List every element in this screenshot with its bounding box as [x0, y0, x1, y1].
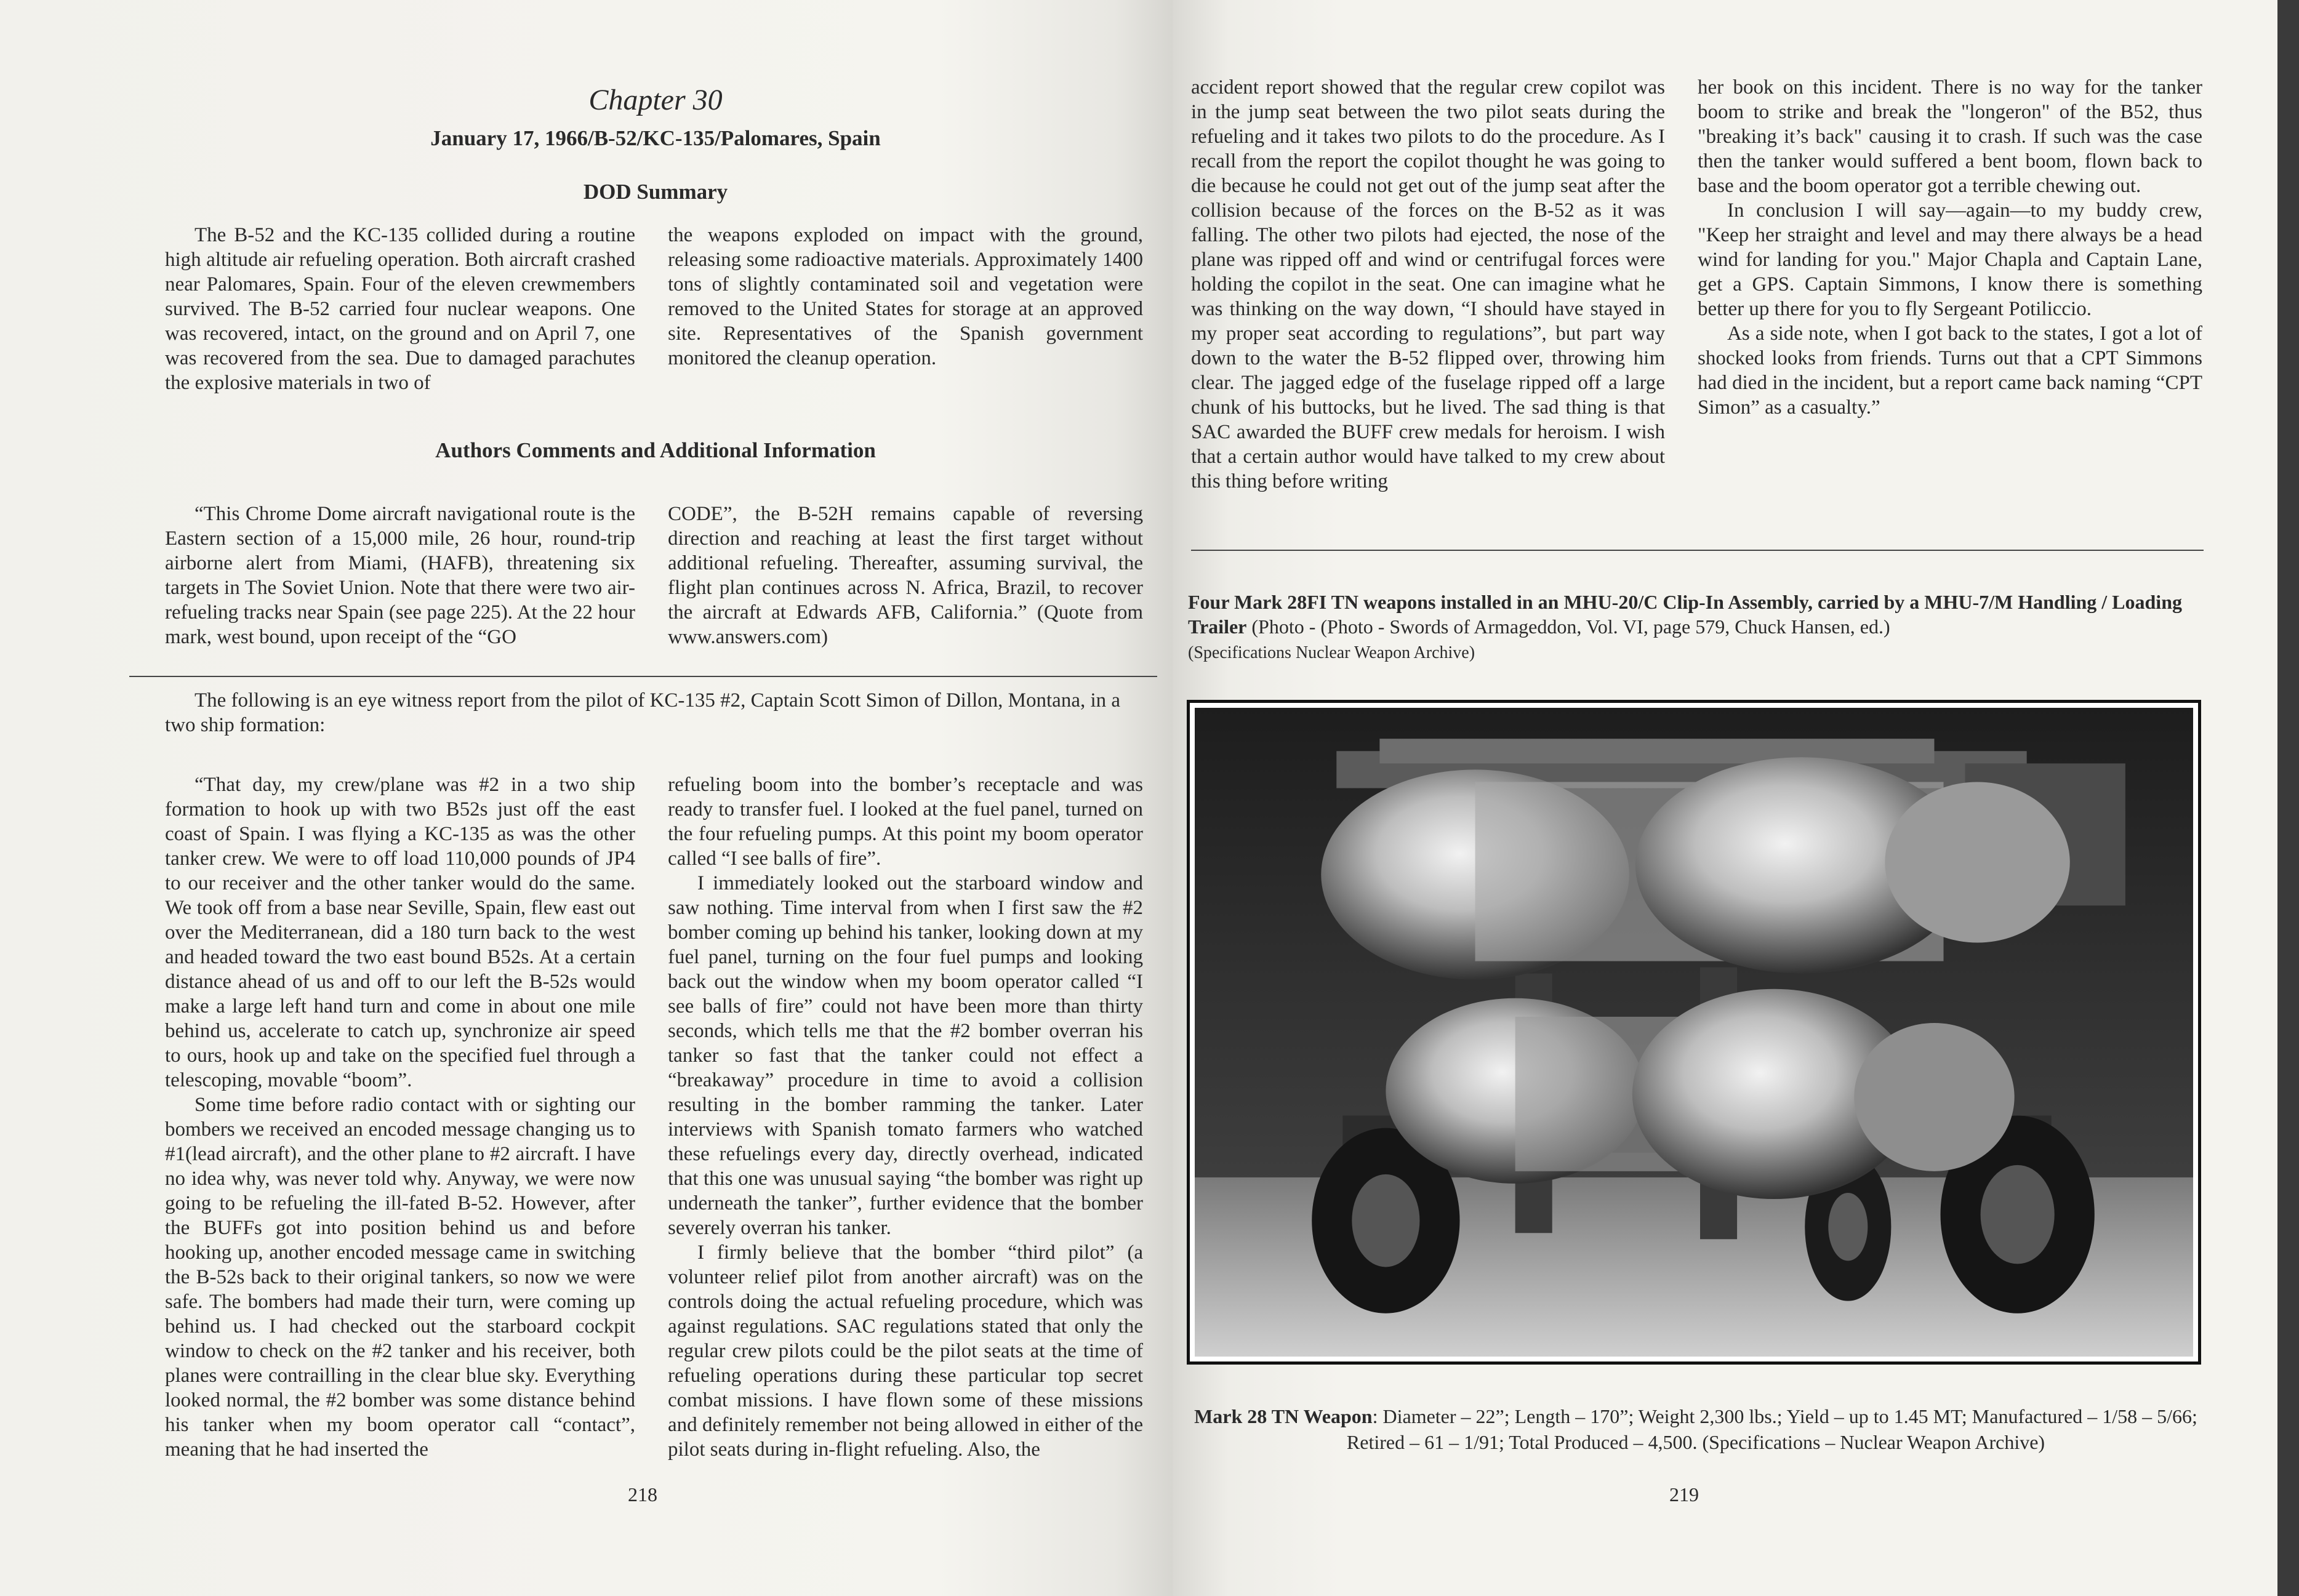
eyewitness-intro: The following is an eye witness report from the pilot of KC-135 #2, Captain Scott Simon of Dillon, Montana, in a two ship formation: — [165, 689, 1121, 736]
authors-column-2: CODE”, the B-52H remains capable of reversing direction and reaching at least the first target without additional refueling. Thereafter, assuming survival, the flight plan continues across N. Africa, Brazil, to recover the aircraft at Edwards AFB, California.” (Quote from www.answers.com) — [668, 503, 1143, 648]
scan-edge — [2277, 0, 2299, 1596]
caption-top-source: (Photo - (Photo - Swords of Armageddon, Vol. VI, page 579, Chuck Hansen, ed.) — [1246, 616, 1890, 638]
authors-comments-heading: Authors Comments and Additional Information — [435, 438, 876, 462]
caption-bottom-bold: Mark 28 TN Weapon — [1194, 1405, 1373, 1427]
section-divider — [1191, 550, 2204, 551]
right-column-2 — [1698, 75, 2202, 420]
story-column-2 — [668, 772, 1143, 1462]
story-paragraph: Some time before radio contact with or sighting our bombers we received an encoded message changing us to #1(lead aircraft), and the other plane to #2 aircraft. I have no idea why, was never told why. Anyway, we were now going to be refueling the ill-fated B-52. However, after the BUFFs got into position behind us and before hooking up, another encoded message came in switching the B-52s back to their original tankers, so now we were safe. The bombers had made their turn, were coming up behind us. I had checked out the starboard cockpit window to check on the #2 tanker and his receiver, both planes were contrailling in the clear blue sky. Everything looked normal, the #2 bomber was some distance behind his tanker when my boom operator call “contact”, meaning that he had inserted the — [165, 1094, 635, 1461]
right-paragraph: In conclusion I will say—again—to my buddy crew, "Keep her straight and level and may there always be a head wind for landing for you." Major Chapla and Captain Lane, get a GPS. Captain Simmons, I know there is something better up there for you to fly Sergeant Potiliccio. — [1698, 199, 2202, 320]
photo-caption-bottom — [1188, 1403, 2204, 1455]
authors-column-1: “This Chrome Dome aircraft navigational route is the Eastern section of a 15,000 mile, 26 hour, round-trip airborne alert from Miami, (HAFB), threatening six targets in The Soviet Union. Note that there were two air-refueling tracks near Spain (see page 225). At the 22 hour mark, west bound, upon receipt of the “GO — [165, 503, 635, 648]
chapter-title: Chapter 30 — [588, 84, 723, 116]
right-paragraph: As a side note, when I got back to the states, I got a lot of shocked looks from friends. Turns out that a CPT Simmons had died in the incident, but a report came back naming “CPT Simon” as a casualty.” — [1698, 323, 2202, 419]
page-number-right: 219 — [1669, 1483, 1699, 1506]
chapter-subtitle: January 17, 1966/B-52/KC-135/Palomares, Spain — [430, 126, 881, 150]
story-paragraph: I firmly believe that the bomber “third pilot” (a volunteer relief pilot from another aircraft) was on the controls doing the actual refueling procedure, which was against regulations. SAC regulations stated that only the regular crew pilots could be the pilot seats at the time of refueling operations during these particular top secret combat missions. I have flown some of these missions and definitely remember not being allowed in either of the pilot seats during in-flight refueling. Also, the — [668, 1241, 1143, 1461]
story-paragraph: refueling boom into the bomber’s receptacle and was ready to transfer fuel. I looked at the fuel panel, turned on the four refueling pumps. At this point my boom operator called “I see balls of fire”. — [668, 774, 1143, 870]
summary-heading: DOD Summary — [583, 180, 728, 204]
page-number-left: 218 — [628, 1483, 657, 1506]
summary-column-1: The B-52 and the KC-135 collided during a routine high altitude air refueling operation. Both aircraft crashed near Palomares, Spain. Four of the eleven crewmembers survived. The B-52 carried four nuclear weapons. One was recovered, intact, on the ground and on April 7, one was recovered from the sea. Due to damaged parachutes the explosive materials in two of — [165, 224, 635, 394]
caption-top-bold: Four Mark 28FI TN weapons installed in an MHU-20/C Clip-In Assembly, carried by a MHU-7/M Handling / Loading Trailer — [1188, 591, 2182, 638]
story-paragraph: “That day, my crew/plane was #2 in a two ship formation to hook up with two B52s just off the east coast of Spain. I was flying a KC-135 as was the other tanker crew. We were to off load 110,000 pounds of JP4 to our receiver and the other tanker would do the same. We took off from a base near Seville, Spain, flew east out over the Mediterranean, did a 180 turn back to the west and headed toward the two east bound B52s. At a certain distance ahead of us and off to our left the B-52s would make a large left hand turn and come in about one mile behind us, accelerate to catch up, synchronize air speed to ours, hook up and take on the specified fuel through a telescoping, movable “boom”. — [165, 774, 635, 1091]
summary-column-2: the weapons exploded on impact with the ground, releasing some radioactive materials. Approximately 1400 tons of slightly contaminated soil and vegetation were removed to the United States for storage at an approved site. Representatives of the Spanish government monitored the cleanup operation. — [668, 224, 1143, 369]
weapons-photo-frame — [1187, 700, 2201, 1365]
caption-bottom-specs: : Diameter – 22”; Length – 170”; Weight 2,300 lbs.; Yield – up to 1.45 MT; Manufactured – 1/58 – 5/66; Retired – 61 – 1/91; Total Produced – 4,500. (Specifications – Nuclear Weapon Archive) — [1346, 1405, 2197, 1453]
story-paragraph: I immediately looked out the starboard window and saw nothing. Time interval from when I first saw the #2 bomber coming up behind his tanker, looking down at my fuel panel, turning on the four fuel pumps and looking back out the window when my boom operator called “I see balls of fire” could not have been more than thirty seconds, which tells me that the #2 bomber overran his tanker so fast that the tanker could not effect a “breakaway” procedure in time to avoid a collision resulting in the bomber ramming the tanker. Later interviews with Spanish tomato farmers who watched these refuelings every day, directly overhead, indicated that this one was unusual saying “the bomber was right up underneath the tanker”, further evidence that the bomber severely overran his tanker. — [668, 872, 1143, 1239]
weapons-trailer-photo — [1195, 708, 2193, 1357]
right-column-1: accident report showed that the regular crew copilot was in the jump seat between the two pilot seats during the refueling and it takes two pilots to do the procedure. As I recall from the report the copilot thought he was going to die because he could not get out of the jump seat after the collision because of the forces on the B-52 as it was falling. The other two pilots had ejected, the nose of the plane was ripped off and wind or centrifugal forces were holding the copilot in the seat. One can imagine what he was thinking on the way down, “I should have stayed in my proper seat according to regulations”, but part way down to the water the B-52 flipped over, throwing him clear. The jagged edge of the fuselage ripped off a large chunk of his buttocks, but he lived. The sad thing is that SAC awarded the BUFF crew medals for heroism. I wish that a certain author would have talked to my crew about this thing before writing — [1191, 76, 1665, 492]
photo-caption-top — [1188, 590, 2204, 665]
section-divider — [129, 676, 1157, 677]
story-column-1 — [165, 772, 635, 1462]
caption-top-spec: (Specifications Nuclear Weapon Archive) — [1188, 643, 1475, 662]
right-paragraph: her book on this incident. There is no way for the tanker boom to strike and break the "longeron" of the B52, thus "breaking it’s back" causing it to crash. If such was the case then the tanker would suffered a bent boom, flown back to base and the boom operator got a terrible chewing out. — [1698, 76, 2202, 197]
